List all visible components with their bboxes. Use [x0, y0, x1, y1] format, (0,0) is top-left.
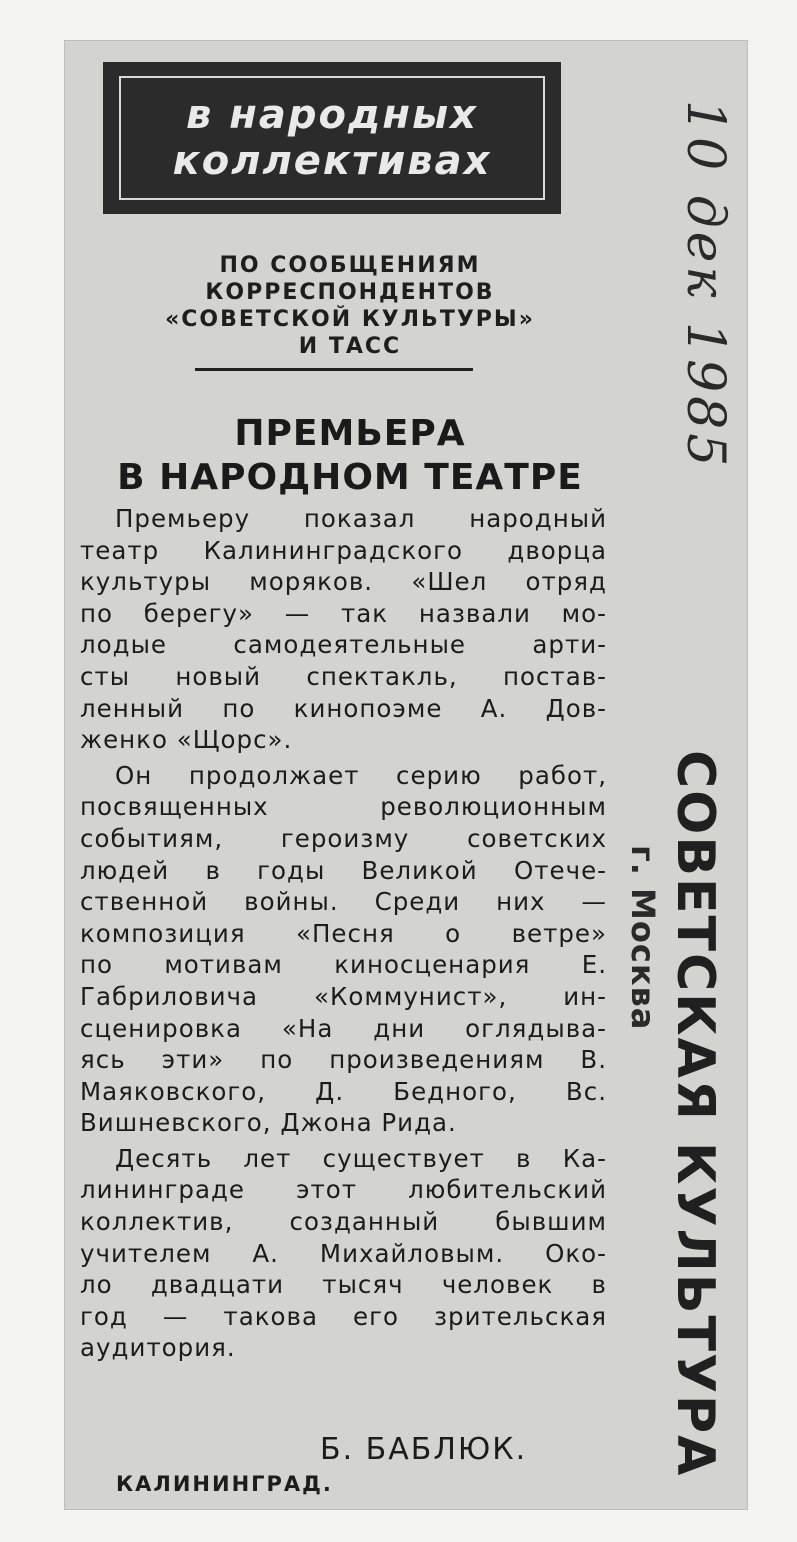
dateline-place: КАЛИНИНГРАД. [116, 1472, 333, 1496]
article-line: учителем А. Михайловым. Око- [80, 1238, 607, 1268]
article-line: театр Калининградского дворца [80, 535, 607, 565]
headline-line-2: В НАРОДНОМ ТЕАТРЕ [117, 457, 583, 498]
article-headline [90, 412, 610, 500]
source-line: «СОВЕТСКОЙ КУЛЬТУРЫ» [165, 307, 535, 332]
article-line: композиция «Песня о ветре» [80, 918, 607, 948]
newspaper-stamp: СОВЕТСКАЯ КУЛЬТУРА [665, 750, 725, 1478]
article-line: женко «Щорс». [80, 725, 293, 755]
article-line: Премьеру показал народный [115, 504, 607, 533]
article-line: ленный по кинопоэме А. Дов- [80, 693, 607, 723]
article-line: культуры моряков. «Шел отряд [80, 567, 607, 597]
article-line: по берегу» — так назвали мо- [80, 598, 607, 628]
headline-line-1: ПРЕМЬЕРА [234, 413, 466, 454]
article-line: лодые самодеятельные арти- [80, 630, 607, 660]
article-line: сты новый спектакль, постав- [80, 661, 607, 691]
article-line: лининграде этот любительский [80, 1175, 607, 1205]
article-line: Он продолжает серию работ, [115, 760, 607, 790]
article-line: аудитория. [80, 1333, 236, 1363]
city-stamp: г. Москва [624, 845, 662, 1031]
source-line: КОРРЕСПОНДЕНТОВ [205, 280, 495, 305]
divider-rule [195, 368, 473, 371]
article-body [80, 503, 607, 1368]
article-line: коллектив, созданный бывшим [80, 1207, 607, 1237]
article-line: год — такова его зрительская [80, 1301, 607, 1331]
article-line: ло двадцати тысяч человек в [80, 1270, 607, 1300]
rubric-line-1: в народных [186, 92, 478, 138]
article-line: Вишневского, Джона Рида. [80, 1108, 457, 1138]
article-line: по мотивам киносценария Е. [80, 950, 607, 980]
article-line: событиям, героизму советских [80, 823, 607, 853]
article-line: Десять лет существует в Ка- [115, 1143, 607, 1173]
article-line: Маяковского, Д. Бедного, Вс. [80, 1076, 607, 1106]
source-line: ПО СООБЩЕНИЯМ [219, 253, 481, 278]
article-line: людей в годы Великой Отече- [80, 855, 607, 885]
article-paragraph [80, 1143, 607, 1364]
article-line: ясь эти» по произведениям В. [80, 1045, 607, 1075]
source-line: И ТАСС [298, 334, 402, 359]
article-paragraph [80, 760, 607, 1139]
article-line: Габриловича «Коммунист», ин- [80, 981, 607, 1011]
article-line: ственной войны. Среди них — [80, 887, 607, 917]
handwritten-date: 10 дек 1985 [675, 100, 735, 471]
author-signature: Б. БАБЛЮК. [320, 1432, 528, 1467]
article-line: сценировка «На дни оглядыва- [80, 1013, 607, 1043]
article-line: посвященных революционным [80, 792, 607, 822]
rubric-frame [119, 76, 545, 200]
article-paragraph [80, 503, 607, 756]
rubric-banner [103, 62, 561, 214]
source-credit [120, 252, 580, 360]
rubric-line-2: коллективах [172, 138, 492, 184]
